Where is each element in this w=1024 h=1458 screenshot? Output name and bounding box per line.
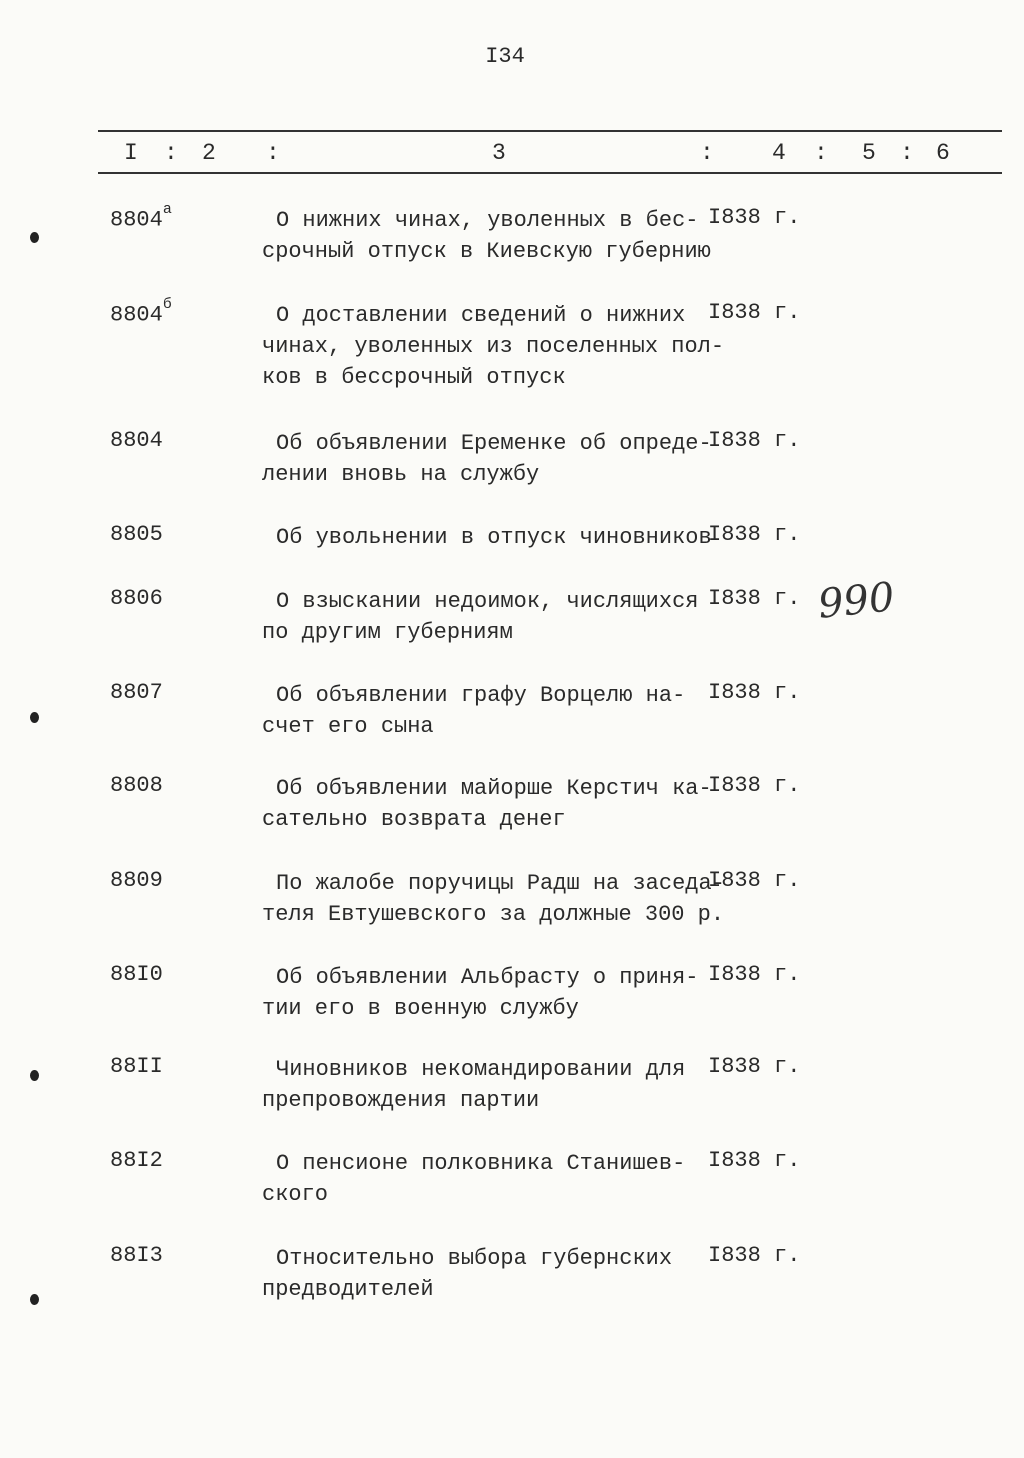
column-separator: :	[814, 140, 828, 166]
entry-number	[110, 868, 163, 893]
entry-description-line: О нижних чинах, уволенных в бес-	[276, 208, 699, 233]
entry-description	[262, 1148, 685, 1210]
entry-number	[110, 680, 163, 705]
entry-description	[262, 1054, 685, 1116]
entry-description-line: по другим губерниям	[262, 620, 513, 645]
entry-number-text: 8804	[110, 428, 163, 453]
entry-description	[262, 586, 698, 648]
entry-description	[262, 300, 724, 393]
entry-number	[110, 201, 172, 233]
entry-number-text: 88I2	[110, 1148, 163, 1173]
entry-number	[110, 296, 172, 328]
entry-number	[110, 773, 163, 798]
entry-description-line: ского	[262, 1182, 329, 1207]
entry-number	[110, 1054, 163, 1079]
entry-number	[110, 428, 163, 453]
column-header-1: I	[124, 140, 138, 166]
entry-number-suffix: а	[162, 201, 172, 218]
entry-number-text: 88I0	[110, 962, 163, 987]
handwritten-note: 990	[815, 574, 897, 628]
entry-number-text: 8807	[110, 680, 163, 705]
entry-description-line: сательно возврата денег	[262, 807, 566, 832]
entry-description	[262, 522, 712, 553]
entry-number-suffix: б	[162, 296, 172, 313]
entry-description	[262, 868, 725, 930]
entry-description	[262, 428, 712, 490]
punch-hole	[30, 232, 39, 243]
entry-number-text: 88II	[110, 1054, 163, 1079]
entry-description-line: О взыскании недоимок, числящихся	[276, 589, 699, 614]
entry-description-line: чинах, уволенных из поселенных пол-	[262, 334, 725, 359]
entry-year: I838 г.	[708, 1054, 801, 1079]
entry-number-text: 8804	[110, 302, 163, 328]
entry-year: I838 г.	[708, 205, 801, 230]
entry-description-line: Чиновников некомандировании для	[276, 1057, 686, 1082]
entry-number	[110, 1148, 163, 1173]
entry-year: I838 г.	[708, 522, 801, 547]
entry-year: I838 г.	[708, 428, 801, 453]
entry-description	[262, 773, 712, 835]
entry-description-line: ков в бессрочный отпуск	[262, 365, 566, 390]
entry-number	[110, 1243, 163, 1268]
column-separator: :	[900, 140, 914, 166]
entry-number-text: 8805	[110, 522, 163, 547]
entry-description-line: Об увольнении в отпуск чиновников	[276, 525, 712, 550]
entry-description-line: О пенсионе полковника Станишев-	[276, 1151, 686, 1176]
column-separator: :	[266, 140, 280, 166]
entry-description-line: Об объявлении Еременке об опреде-	[276, 431, 712, 456]
entry-year: I838 г.	[708, 680, 801, 705]
entry-description-line: О доставлении сведений о нижних	[276, 303, 686, 328]
header-rule-bottom	[98, 172, 1002, 174]
entry-description-line: препровождения партии	[262, 1088, 540, 1113]
entry-description-line: лении вновь на службу	[262, 462, 540, 487]
punch-hole	[30, 712, 39, 723]
entry-description	[262, 205, 711, 267]
column-separator: :	[700, 140, 714, 166]
entry-description-line: срочный отпуск в Киевскую губернию	[262, 239, 711, 264]
entry-number	[110, 962, 163, 987]
punch-hole	[30, 1070, 39, 1081]
entry-number-text: 8809	[110, 868, 163, 893]
entry-year: I838 г.	[708, 868, 801, 893]
entry-description	[262, 962, 698, 1024]
entry-description-line: предводителей	[262, 1277, 434, 1302]
entry-description-line: Относительно выбора губернских	[276, 1246, 673, 1271]
entry-description-line: счет его сына	[262, 714, 434, 739]
column-separator: :	[164, 140, 178, 166]
column-header-4: 4	[772, 140, 786, 166]
punch-hole	[30, 1294, 39, 1305]
entry-number-text: 8808	[110, 773, 163, 798]
entry-year: I838 г.	[708, 586, 801, 611]
entry-description-line: тии его в военную службу	[262, 996, 579, 1021]
entry-year: I838 г.	[708, 773, 801, 798]
entry-year: I838 г.	[708, 1243, 801, 1268]
entry-year: I838 г.	[708, 962, 801, 987]
entry-year: I838 г.	[708, 300, 801, 325]
entry-description-line: По жалобе поручицы Радш на заседа-	[276, 871, 725, 896]
column-header-3: 3	[492, 140, 506, 166]
entry-number-text: 8804	[110, 207, 163, 233]
entry-description-line: Об объявлении графу Ворцелю на-	[276, 683, 686, 708]
page-number: I34	[485, 44, 525, 69]
column-header-6: 6	[936, 140, 950, 166]
entry-description	[262, 680, 685, 742]
entry-number	[110, 586, 163, 611]
column-header-5: 5	[862, 140, 876, 166]
entry-description	[262, 1243, 672, 1305]
column-header-2: 2	[202, 140, 216, 166]
entry-description-line: теля Евтушевского за должные 300 р.	[262, 902, 725, 927]
header-rule-top	[98, 130, 1002, 132]
entry-description-line: Об объявлении Альбрасту о приня-	[276, 965, 699, 990]
entry-number	[110, 522, 163, 547]
entry-number-text: 88I3	[110, 1243, 163, 1268]
entry-number-text: 8806	[110, 586, 163, 611]
entry-description-line: Об объявлении майорше Керстич ка-	[276, 776, 712, 801]
entry-year: I838 г.	[708, 1148, 801, 1173]
